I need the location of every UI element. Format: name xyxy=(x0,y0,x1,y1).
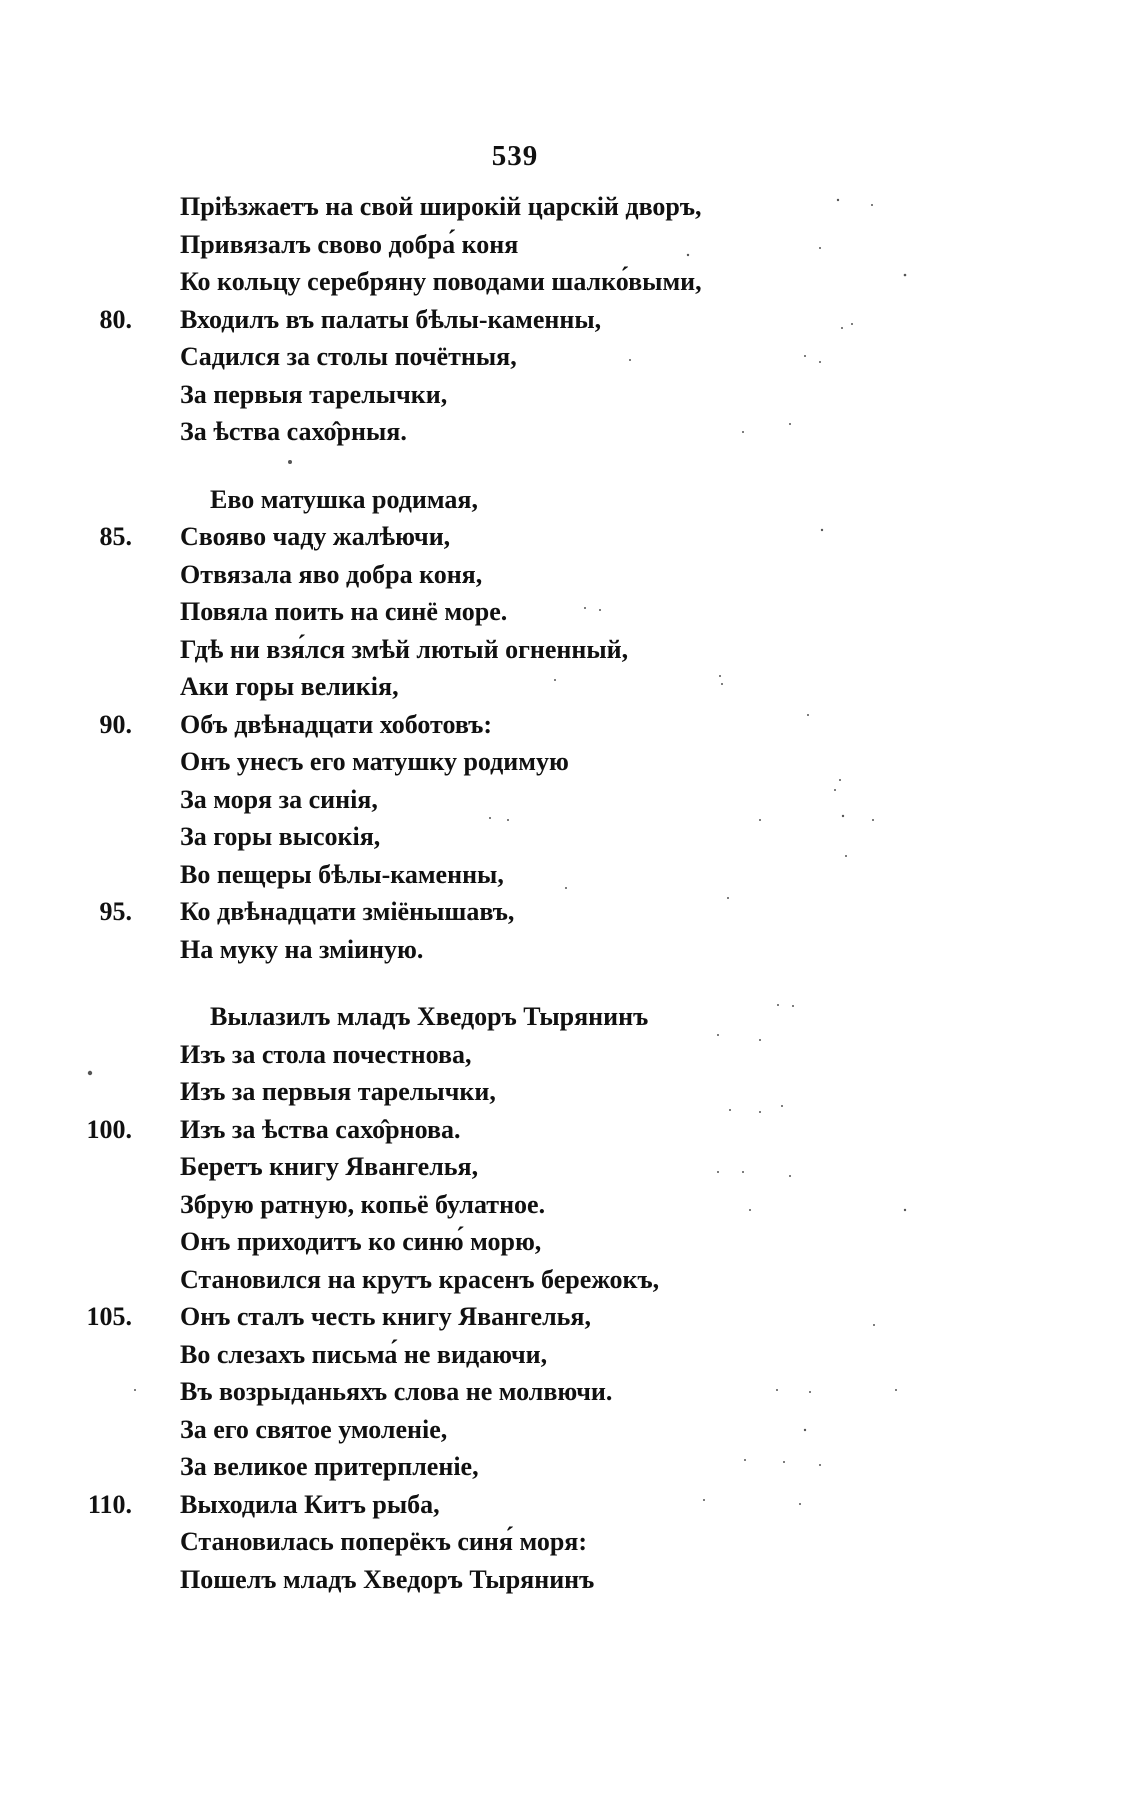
stanza-gap xyxy=(0,968,1000,998)
verse-text: Объ двѣнадцати хоботовъ: xyxy=(180,709,493,739)
line-number: 110. xyxy=(87,1489,132,1519)
verse-text: За первыя тарелычки, xyxy=(180,379,448,409)
verse-text: За его святое умоленіе, xyxy=(180,1414,448,1444)
verse-text: Онъ сталъ честь книгу Явангелья, xyxy=(180,1302,591,1331)
verse-line xyxy=(0,556,1000,594)
verse-line xyxy=(0,998,1000,1036)
verse-line xyxy=(0,413,1000,451)
verse-text: Изъ за ѣства сахо̂рнова. xyxy=(180,1114,461,1144)
verse-text: За горы высокія, xyxy=(180,822,381,851)
verse-text: Аки горы великія, xyxy=(180,672,399,701)
verse-text: Входилъ въ палаты бѣлы-каменны, xyxy=(180,304,602,334)
verse-line xyxy=(0,1186,1000,1224)
verse-text: Садился за столы почётныя, xyxy=(180,342,517,371)
verse-text: Ко кольцу серебряну поводами шалко́выми, xyxy=(180,267,702,296)
verse-text: За великое притерпленіе, xyxy=(180,1452,479,1481)
line-number: 100. xyxy=(86,1114,132,1144)
verse-line xyxy=(0,856,1000,894)
verse-line xyxy=(0,593,1000,631)
verse-text: Во слезахъ письма́ не видаючи, xyxy=(180,1339,548,1369)
verse-text: Збрую ратную, копьё булатное. xyxy=(180,1189,546,1219)
verse-text: Изъ за первыя тарелычки, xyxy=(180,1077,496,1106)
verse-text: Ко двѣнадцати зміёнышавъ, xyxy=(180,897,515,926)
verse-text: Вылазилъ младъ Хведоръ Тырянинъ xyxy=(210,1002,649,1031)
verse-line xyxy=(0,338,1000,376)
verse-text: Пріѣзжаетъ на свой широкій царскій дворъ, xyxy=(180,192,702,221)
verse-text: Пошелъ младъ Хведоръ Тырянинъ xyxy=(180,1564,595,1594)
verse-text: Повяла поить на синё море. xyxy=(180,597,508,626)
line-number: 80. xyxy=(99,304,132,334)
verse-text: Гдѣ ни взя́лся змѣй лютый огненный, xyxy=(180,634,629,664)
verse-line xyxy=(0,1261,1000,1299)
line-number: 95. xyxy=(99,897,132,926)
verse-text: Отвязала яво добра коня, xyxy=(180,559,483,589)
verse-line xyxy=(0,931,1000,969)
verse-line xyxy=(0,668,1000,706)
verse-text: Ево матушка родимая, xyxy=(210,484,478,514)
verse-line xyxy=(0,1486,1000,1524)
verse-line xyxy=(0,1148,1000,1186)
verse-line xyxy=(0,263,1000,301)
verse-line xyxy=(0,1561,1000,1599)
verse-line xyxy=(0,188,1000,226)
verse-line xyxy=(0,706,1000,744)
verse-line xyxy=(0,1523,1000,1561)
verse-line xyxy=(0,818,1000,856)
verse-text: Въ возрыданьяхъ слова не молвючи. xyxy=(180,1377,613,1406)
verse-line xyxy=(0,1036,1000,1074)
verse-line xyxy=(0,1298,1000,1336)
verse-line xyxy=(0,481,1000,519)
verse-line xyxy=(0,1411,1000,1449)
verse-line xyxy=(0,743,1000,781)
verse-line xyxy=(0,518,1000,556)
verse-text: Онъ унесъ его матушку родимую xyxy=(180,747,569,776)
page-number: 539 xyxy=(491,140,539,172)
verse-line xyxy=(0,301,1000,339)
verse-text: Привязалъ свово добра́ коня xyxy=(180,229,519,259)
verse-line xyxy=(0,631,1000,669)
poem-text xyxy=(0,188,1000,1598)
line-number: 85. xyxy=(99,522,132,551)
line-number: 105. xyxy=(86,1302,132,1331)
verse-line xyxy=(0,1073,1000,1111)
verse-text: За ѣства сахо̂рныя. xyxy=(180,417,407,446)
verse-text: За моря за синія, xyxy=(180,784,378,814)
verse-line xyxy=(0,1448,1000,1486)
verse-line xyxy=(0,1373,1000,1411)
verse-text: Выходила Китъ рыба, xyxy=(180,1489,440,1519)
verse-text: Изъ за стола почестнова, xyxy=(180,1039,472,1069)
verse-text: На муку на зміиную. xyxy=(180,934,424,964)
verse-line xyxy=(0,1111,1000,1149)
line-number: 90. xyxy=(99,709,132,739)
stanza-gap xyxy=(0,451,1000,481)
verse-text: Становился на крутъ красенъ бережокъ, xyxy=(180,1264,660,1294)
verse-line xyxy=(0,893,1000,931)
verse-text: Онъ приходитъ ко синю́ морю, xyxy=(180,1227,542,1256)
verse-line xyxy=(0,781,1000,819)
verse-text: Свояво чаду жалѣючи, xyxy=(180,522,451,551)
verse-text: Становилась поперёкъ синя́ моря: xyxy=(180,1527,588,1556)
verse-line xyxy=(0,1223,1000,1261)
verse-text: Беретъ книгу Явангелья, xyxy=(180,1152,479,1181)
verse-line xyxy=(0,226,1000,264)
verse-text: Во пещеры бѣлы-каменны, xyxy=(180,859,504,889)
verse-line xyxy=(0,376,1000,414)
verse-line xyxy=(0,1336,1000,1374)
